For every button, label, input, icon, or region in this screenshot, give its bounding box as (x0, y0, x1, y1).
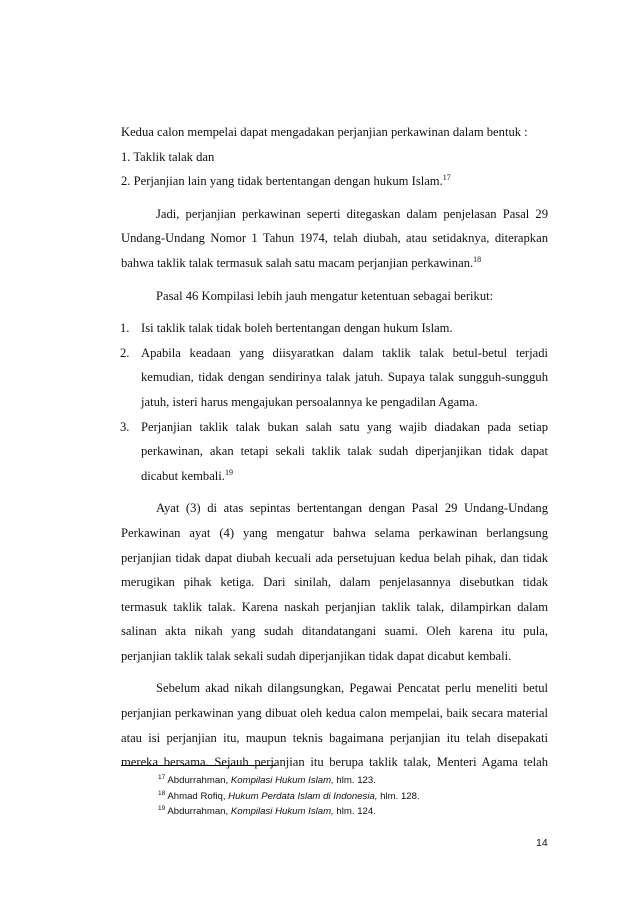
paragraph-line: salinan akta nikah yang sudah ditandatangani suami. Oleh karena itu pula, (121, 624, 548, 639)
footnotes (158, 773, 420, 820)
list-number: 1. (120, 321, 130, 336)
list-line: kemudian, tidak dengan sendirinya talak jatuh. Supaya talak sungguh-sungguh (141, 370, 548, 385)
list-number: 3. (120, 419, 130, 434)
footnote-ref[interactable]: 17 (442, 173, 451, 182)
paragraph-line: Sebelum akad nikah dilangsungkan, Pegawai Pencatat perlu meneliti betul (156, 681, 548, 696)
list-line: dicabut kembali.$^{19}$ (141, 467, 233, 483)
intro-line: Kedua calon mempelai dapat mengadakan perjanjian perkawinan dalam bentuk : (121, 125, 528, 139)
paragraph-line: perjanjian tidak dapat diubah kecuali ada persetujuan kedua belah pihak, dan tidak (121, 550, 548, 565)
list-item (121, 415, 548, 489)
paragraph-line: mereka bersama. Sejauh perjanjian itu berupa taklik talak, Menteri Agama telah (121, 755, 548, 770)
paragraph-line: Jadi, perjanjian perkawinan seperti ditegaskan dalam penjelasan Pasal 29 (156, 206, 548, 221)
list-line: jatuh, isteri harus mengajukan persoalannya ke pengadilan Agama. (141, 394, 478, 409)
paragraph-line: Ayat (3) di atas sepintas bertentangan dengan Pasal 29 Undang-Undang (156, 501, 548, 516)
footnote-title: Kompilasi Hukum Islam, (230, 775, 334, 786)
list-item (121, 316, 548, 341)
footnote-number: 17 (158, 773, 166, 781)
intro-item-1: 1. Taklik talak dan (121, 149, 215, 164)
page-number: 14 (536, 837, 548, 849)
footnote-title: Hukum Perdata Islam di Indonesia, (228, 790, 378, 802)
footnote-number: 19 (158, 804, 166, 812)
paragraph-line: merugikan pihak ketiga. Dari sinilah, dalam penjelasannya disebutkan tidak (121, 575, 548, 590)
paragraph-line: perjanjian taklik talak sekali sudah diperjanjikan tidak dapat dicabut kembali. (121, 648, 512, 663)
paragraph-line: termasuk taklik talak. Karena naskah perjanjian taklik talak, dilampirkan dalam (121, 599, 548, 614)
list-line: Isi taklik talak tidak boleh bertentangan dengan hukum Islam. (141, 321, 453, 336)
intro-item-2: 2. Perjanjian lain yang tidak bertentangan dengan hukum Islam.$^{17}$ (121, 173, 451, 189)
body-text (121, 120, 548, 775)
paragraph-line: atau isi perjanjian itu, maupun teknis bagaimana perjanjian itu telah disepakati (121, 730, 548, 745)
paragraph-line: perjanjian perkawinan yang dibuat oleh kedua calon mempelai, baik secara material (121, 706, 548, 721)
footnote-number: 18 (158, 789, 166, 797)
paragraph-line: Undang-Undang Nomor 1 Tahun 1974, telah diubah, atau setidaknya, diterapkan (121, 231, 548, 246)
list-number: 2. (120, 345, 130, 360)
list-line: Apabila keadaan yang diisyaratkan dalam taklik talak betul-betul terjadi (141, 345, 548, 360)
footnote-ref[interactable]: 19 (224, 467, 233, 477)
paragraph-line: Perkawinan ayat (4) yang mengatur bahwa selama perkawinan berlangsung (121, 525, 548, 540)
footnote: $^{18}$ Ahmad Rofiq, Hukum Perdata Islam di Indonesia, hlm. 128. (158, 789, 420, 802)
footnote: $^{17}$ Abdurrahman, Kompilasi Hukum Islam, hlm. 123. (158, 773, 376, 786)
footnote-ref[interactable]: 18 (473, 254, 482, 264)
list-line: Perjanjian taklik talak bukan salah satu yang wajib diadakan pada setiap (141, 419, 548, 434)
list-item (121, 341, 548, 415)
list-line: perkawinan, akan tetapi sekali taklik talak sudah diperjanjikan tidak dapat (141, 444, 548, 459)
footnote-title: Kompilasi Hukum Islam, (230, 806, 334, 817)
paragraph-line: bahwa taklik talak termasuk salah satu macam perjanjian perkawinan.$^{18}$ (121, 254, 482, 270)
footnote-separator (121, 765, 277, 766)
footnote: $^{19}$ Abdurrahman, Kompilasi Hukum Islam, hlm. 124. (158, 804, 376, 817)
paragraph-line: Pasal 46 Kompilasi lebih jauh mengatur ketentuan sebagai berikut: (156, 288, 494, 303)
